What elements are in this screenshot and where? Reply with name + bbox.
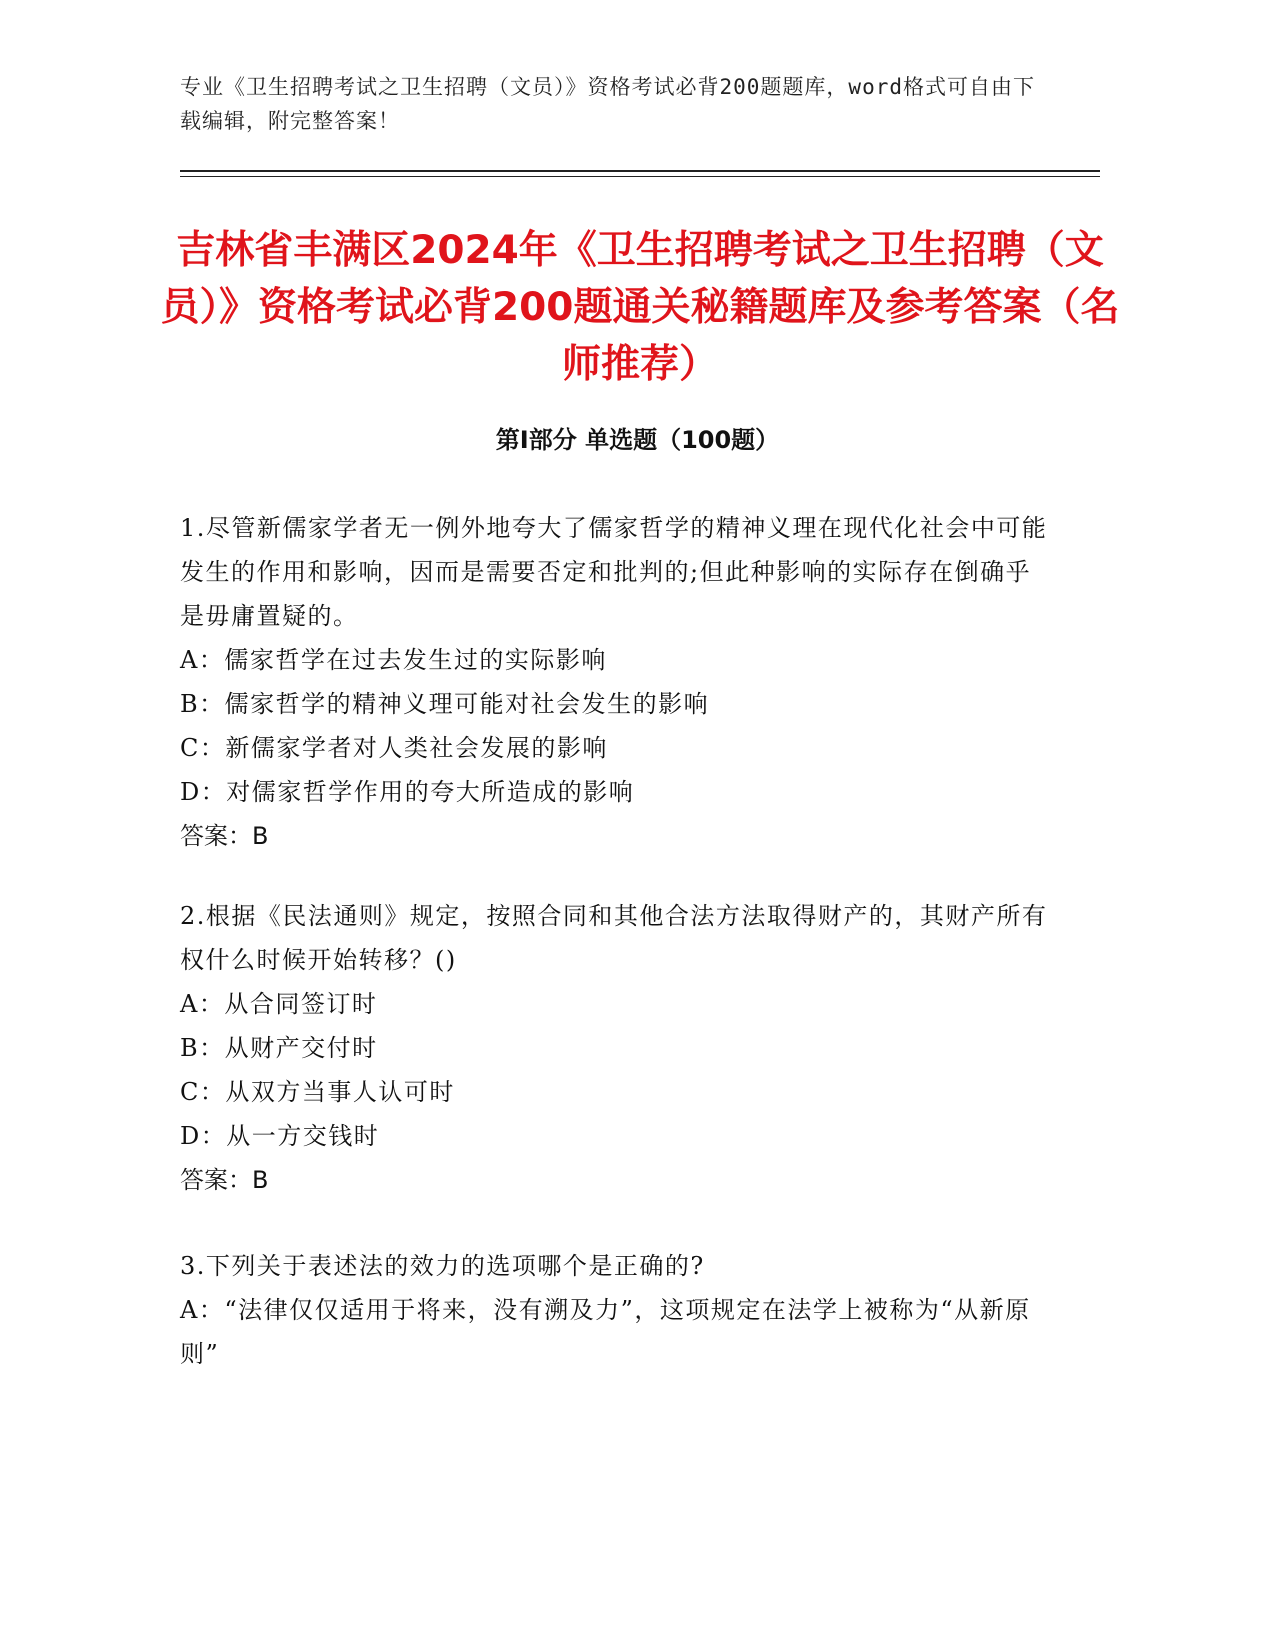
option-b: B：从财产交付时 <box>180 1034 378 1062</box>
option-c: C：新儒家学者对人类社会发展的影响 <box>180 734 608 762</box>
document-title: 吉林省丰满区2024年《卫生招聘考试之卫生招聘（文员）》资格考试必背200题通关秘籍题库及参考答案（名师推荐） <box>160 228 1120 387</box>
option-a: A：“法律仅仅适用于将来，没有溯及力”，这项规定在法学上被称为“从新原则” <box>180 1296 1031 1368</box>
option-d: D：对儒家哲学作用的夸大所造成的影响 <box>180 778 635 806</box>
question-stem: 2.根据《民法通则》规定，按照合同和其他合法方法取得财产的，其财产所有权什么时候开始转移？() <box>180 902 1048 974</box>
header-divider <box>180 170 1100 172</box>
question-2 <box>180 894 1050 1202</box>
answer: 答案：B <box>180 822 269 850</box>
header-divider-thin <box>180 176 1100 177</box>
option-c: C：从双方当事人认可时 <box>180 1078 455 1106</box>
option-a: A：从合同签订时 <box>180 990 378 1018</box>
header-note: 专业《卫生招聘考试之卫生招聘（文员）》资格考试必背200题题库，word格式可自由下载编辑，附完整答案！ <box>180 75 1035 133</box>
question-3 <box>180 1244 1050 1376</box>
question-stem: 1.尽管新儒家学者无一例外地夸大了儒家哲学的精神义理在现代化社会中可能发生的作用和影响，因而是需要否定和批判的;但此种影响的实际存在倒确乎是毋庸置疑的。 <box>180 514 1048 630</box>
answer: 答案：B <box>180 1166 269 1194</box>
option-a: A：儒家哲学在过去发生过的实际影响 <box>180 646 607 674</box>
question-1 <box>180 506 1050 858</box>
option-b: B：儒家哲学的精神义理可能对社会发生的影响 <box>180 690 710 718</box>
question-stem: 3.下列关于表述法的效力的选项哪个是正确的? <box>180 1252 705 1280</box>
section-title: 第Ⅰ部分 单选题（100题） <box>495 426 780 454</box>
option-d: D：从一方交钱时 <box>180 1122 380 1150</box>
